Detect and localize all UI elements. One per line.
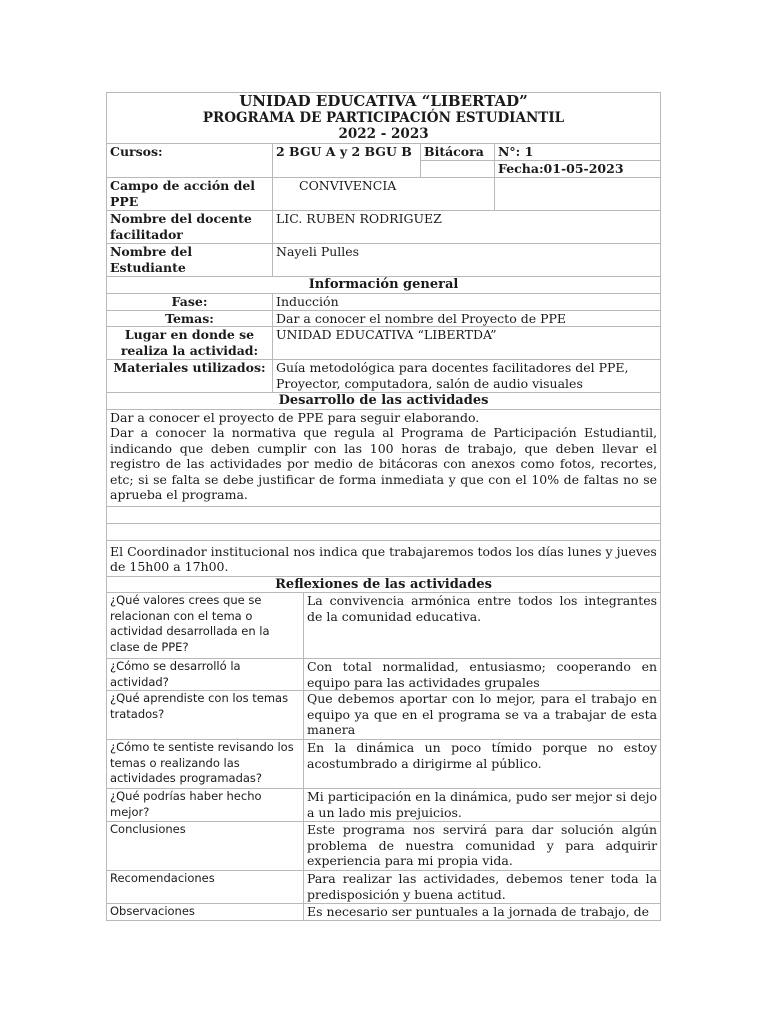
temas-label: Temas: [107, 310, 273, 327]
reflection-question: Conclusiones [107, 822, 304, 871]
bitacora-form [106, 92, 661, 921]
reflection-question: ¿Qué aprendiste con los temas tratados? [107, 691, 304, 740]
reflection-answer: Mi participación en la dinámica, pudo ser mejor si dejo a un lado mis prejuicios. [304, 789, 661, 822]
bitacora-label: Bitácora [421, 144, 495, 161]
form-header [107, 93, 661, 144]
reflection-answer: En la dinámica un poco tímido porque no estoy acostumbrado a dirigirme al público. [304, 740, 661, 789]
bitacora-date: Fecha:01-05-2023 [495, 161, 661, 178]
empty-row [107, 523, 661, 540]
reflection-answer: La convivencia armónica entre todos los integrantes de la comunidad educativa. [304, 593, 661, 659]
reflection-question: ¿Qué valores crees que se relacionan con el tema o actividad desarrollada en la clase de PPE? [107, 593, 304, 659]
desarrollo-paragraph-2: Dar a conocer la normativa que regula al Programa de Participación Estudiantil, indicando que deben cumplir con las 100 horas de trabajo, que deben llevar el registro de las actividades por medio de bitácoras con anexos como fotos, recortes, etc; si se falta se debe justificar de forma inmediata y que con el 10% de faltas no se aprueba el programa. [110, 425, 658, 502]
reflection-answer: Con total normalidad, entusiasmo; cooperando en equipo para las actividades grupales [304, 659, 661, 691]
cursos-label: Cursos: [107, 144, 273, 178]
desarrollo-paragraph-1: Dar a conocer el proyecto de PPE para seguir elaborando. [110, 409, 480, 425]
temas-value: Dar a conocer el nombre del Proyecto de PPE [273, 310, 661, 327]
campo-label: Campo de acción del PPE [107, 178, 273, 211]
period: 2022 - 2023 [338, 126, 429, 142]
schedule-note: El Coordinador institucional nos indica que trabajaremos todos los días lunes y jueves de 15h00 a 17h00. [107, 540, 661, 576]
lugar-label: Lugar en donde se realiza la actividad: [107, 327, 273, 360]
docente-value: LIC. RUBEN RODRIGUEZ [273, 211, 661, 244]
reflection-answer: Que debemos aportar con lo mejor, para el trabajo en equipo ya que en el programa se va a trabajar de esta manera [304, 691, 661, 740]
institution-title: UNIDAD EDUCATIVA “LIBERTAD” [239, 92, 528, 110]
reflection-question: Recomendaciones [107, 871, 304, 904]
fase-label: Fase: [107, 294, 273, 311]
section-desarrollo: Desarrollo de las actividades [107, 393, 661, 410]
empty-cell [495, 178, 661, 211]
bitacora-number: N°: 1 [495, 144, 661, 161]
reflection-answer: Este programa nos servirá para dar solución algún problema de nuestra comunidad y para adquirir experiencia para mi propia vida. [304, 822, 661, 871]
reflection-question: ¿Cómo se desarrolló la actividad? [107, 659, 304, 691]
section-info-general: Información general [107, 277, 661, 294]
reflection-answer: Es necesario ser puntuales a la jornada de trabajo, de [304, 904, 661, 921]
estudiante-label: Nombre del Estudiante [107, 244, 273, 277]
fase-value: Inducción [273, 294, 661, 311]
reflection-question: ¿Qué podrías haber hecho mejor? [107, 789, 304, 822]
program-title: PROGRAMA DE PARTICIPACIÓN ESTUDIANTIL [202, 110, 565, 126]
desarrollo-text [107, 409, 661, 506]
reflection-answer: Para realizar las actividades, debemos tener toda la predisposición y buena actitud. [304, 871, 661, 904]
materiales-value: Guía metodológica para docentes facilitadores del PPE, Proyector, computadora, salón de audio visuales [273, 360, 661, 393]
reflection-question: Observaciones [107, 904, 304, 921]
reflection-question: ¿Cómo te sentiste revisando los temas o realizando las actividades programadas? [107, 740, 304, 789]
empty-row [107, 506, 661, 523]
estudiante-value: Nayeli Pulles [273, 244, 661, 277]
cursos-value: 2 BGU A y 2 BGU B [273, 144, 421, 178]
empty-cell [421, 161, 495, 178]
docente-label: Nombre del docente facilitador [107, 211, 273, 244]
campo-value: CONVIVENCIA [273, 178, 495, 211]
section-reflexiones: Reflexiones de las actividades [107, 576, 661, 593]
materiales-label: Materiales utilizados: [107, 360, 273, 393]
lugar-value: UNIDAD EDUCATIVA “LIBERTDA” [273, 327, 661, 360]
